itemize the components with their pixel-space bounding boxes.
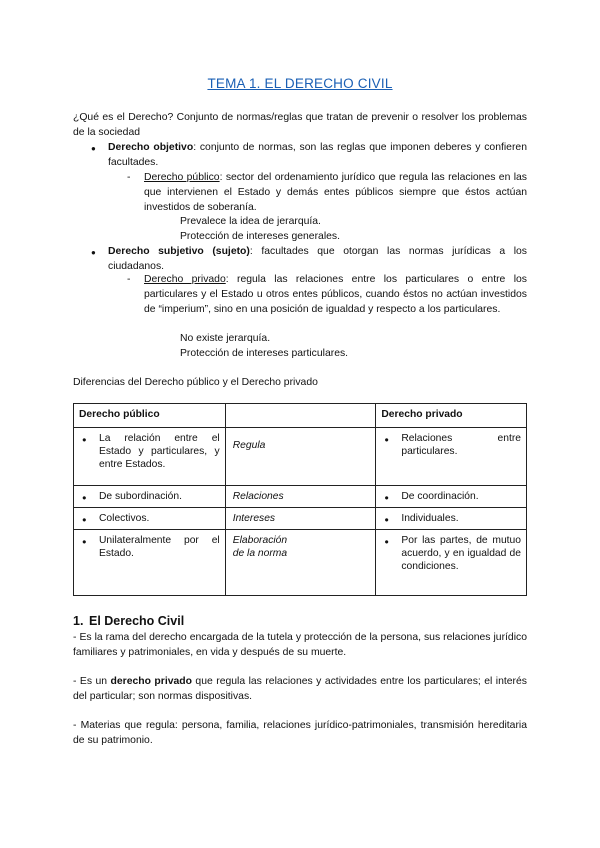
cell-text: Elaboración de la norma [232, 535, 288, 559]
objetivo-term: Derecho objetivo [108, 142, 194, 153]
section-paragraph-2 [73, 674, 527, 704]
table-cell-left [74, 530, 226, 596]
cell-text: Regula [232, 440, 266, 451]
subjetivo-item [108, 244, 527, 274]
cell-text: ● Relaciones entre particulares. [381, 432, 521, 458]
comparison-table [73, 403, 527, 596]
header-publico: Derecho público [74, 404, 226, 428]
subjetivo-text: : facultades que otorgan las normas jurídicas a los ciudadanos. [108, 246, 527, 272]
table-header-row [74, 404, 527, 428]
table-row [74, 530, 527, 596]
privado-note-2: Protección de intereses particulares. [180, 348, 349, 359]
publico-note-2: Protección de intereses generales. [180, 231, 340, 242]
cell-text: Relaciones [232, 491, 284, 502]
subjetivo-term-paren: (sujeto) [212, 246, 250, 257]
table-cell-mid [225, 508, 376, 530]
section-title: El Derecho Civil [89, 614, 185, 628]
table-row [74, 508, 527, 530]
page-title: TEMA 1. EL DERECHO CIVIL [207, 76, 393, 91]
table-row [74, 486, 527, 508]
table-cell-left [74, 428, 226, 486]
derecho-privado-item [144, 272, 527, 317]
section-paragraph-1: - Es la rama del derecho encargada de la tutela y protección de la persona, sus relaciones jurídico familiares y patrimoniales, en vida y después de su muerte. [73, 632, 527, 658]
cell-text: ● Por las partes, de mutuo acuerdo, y en igualdad de condiciones. [381, 534, 521, 573]
derecho-publico-text: : sector del ordenamiento jurídico que regula las relaciones en las que intervienen el Estado y demás entes públicos siempre que éstos actúan investidos de soberanía. [144, 172, 527, 213]
section-number: 1. [73, 614, 84, 628]
derecho-publico-term: Derecho público [144, 172, 220, 183]
table-cell-mid [225, 428, 376, 486]
table-row [74, 428, 527, 486]
table-cell-left [74, 508, 226, 530]
p2-prefix: - Es un [73, 676, 111, 687]
section-heading [73, 614, 185, 628]
section-paragraph-3: - Materias que regula: persona, familia, relaciones jurídico-patrimoniales, transmisión hereditaria de su patrimonio. [73, 720, 527, 746]
p2-suffix: que regula las relaciones y actividades entre los particulares; el interés del particular; son normas dispositivas. [73, 676, 527, 702]
table-cell-right [376, 428, 527, 486]
table-cell-right [376, 508, 527, 530]
derecho-publico-item [144, 170, 527, 215]
cell-text: ● Unilateralmente por el Estado. [79, 534, 220, 560]
privado-note-1: No existe jerarquía. [180, 333, 271, 344]
header-empty [225, 404, 376, 428]
header-privado: Derecho privado [376, 404, 527, 428]
objetivo-text: : conjunto de normas, son las reglas que imponen deberes y confieren facultades. [108, 142, 527, 168]
publico-note-1: Prevalece la idea de jerarquía. [180, 216, 321, 227]
table-cell-right [376, 486, 527, 508]
table-caption: Diferencias del Derecho público y el Derecho privado [73, 377, 318, 388]
derecho-privado-text: : regula las relaciones entre los particulares o entre los particulares y el Estado u otros entes públicos, cuando éstos no actúan investidos de “imperium”, sino en una posición de igualdad y respecto a los particulares. [144, 274, 527, 315]
cell-text: ● La relación entre el Estado y particulares, y entre Estados. [79, 432, 220, 471]
p2-bold-term: derecho privado [110, 676, 192, 687]
table-cell-mid [225, 530, 376, 596]
table-cell-right [376, 530, 527, 596]
derecho-privado-term: Derecho privado [144, 274, 226, 285]
cell-text: ● De coordinación. [381, 490, 521, 503]
cell-text: Intereses [232, 513, 276, 524]
cell-text: ● Individuales. [381, 512, 521, 525]
cell-text: ● Colectivos. [79, 512, 220, 525]
table-cell-mid [225, 486, 376, 508]
subjetivo-term: Derecho subjetivo [108, 246, 204, 257]
intro-paragraph: ¿Qué es el Derecho? Conjunto de normas/reglas que tratan de prevenir o resolver los problemas de la sociedad [73, 112, 527, 138]
table-cell-left [74, 486, 226, 508]
objetivo-item [108, 140, 527, 170]
cell-text: ● De subordinación. [79, 490, 220, 503]
